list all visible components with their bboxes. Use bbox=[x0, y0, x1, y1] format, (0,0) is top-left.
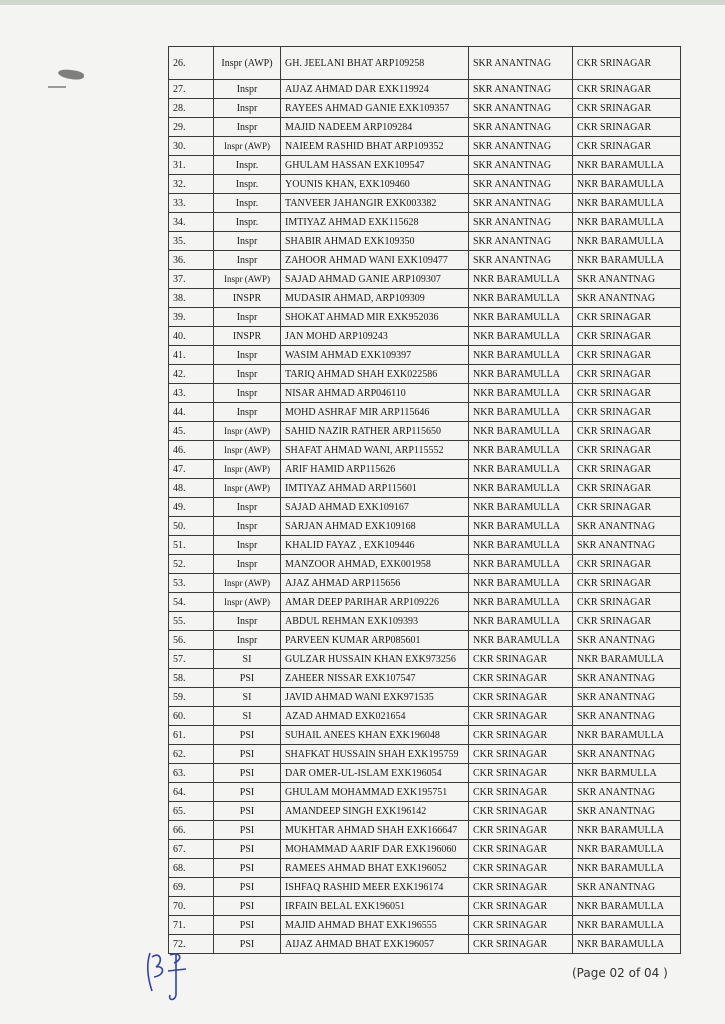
officer-name-cell: AIJAZ AHMAD DAR EXK119924 bbox=[281, 80, 469, 99]
to-range-cell: SKR ANANTNAG bbox=[573, 783, 681, 802]
to-range-cell: CKR SRINAGAR bbox=[573, 137, 681, 156]
from-range-cell: CKR SRINAGAR bbox=[469, 650, 573, 669]
table-row bbox=[169, 498, 681, 517]
table-row bbox=[169, 650, 681, 669]
officer-name-cell: SHABIR AHMAD EXK109350 bbox=[281, 232, 469, 251]
officer-name-cell: SHOKAT AHMAD MIR EXK952036 bbox=[281, 308, 469, 327]
serial-number-cell: 33. bbox=[169, 194, 214, 213]
serial-number-cell: 36. bbox=[169, 251, 214, 270]
officer-name-cell: AJAZ AHMAD ARP115656 bbox=[281, 574, 469, 593]
from-range-cell: SKR ANANTNAG bbox=[469, 251, 573, 270]
from-range-cell: CKR SRINAGAR bbox=[469, 726, 573, 745]
table-row bbox=[169, 783, 681, 802]
officer-name-cell: MAJID NADEEM ARP109284 bbox=[281, 118, 469, 137]
officer-name-cell: MOHD ASHRAF MIR ARP115646 bbox=[281, 403, 469, 422]
table-row bbox=[169, 251, 681, 270]
serial-number-cell: 62. bbox=[169, 745, 214, 764]
table-row bbox=[169, 479, 681, 498]
rank-cell: Inspr bbox=[214, 384, 281, 403]
from-range-cell: NKR BARAMULLA bbox=[469, 498, 573, 517]
to-range-cell: CKR SRINAGAR bbox=[573, 422, 681, 441]
rank-cell: Inspr (AWP) bbox=[214, 422, 281, 441]
to-range-cell: SKR ANANTNAG bbox=[573, 517, 681, 536]
officer-name-cell: RAMEES AHMAD BHAT EXK196052 bbox=[281, 859, 469, 878]
officer-name-cell: SHAFAT AHMAD WANI, ARP115552 bbox=[281, 441, 469, 460]
serial-number-cell: 71. bbox=[169, 916, 214, 935]
rank-cell: SI bbox=[214, 688, 281, 707]
rank-cell: Inspr bbox=[214, 118, 281, 137]
officer-name-cell: MUDASIR AHMAD, ARP109309 bbox=[281, 289, 469, 308]
rank-cell: Inspr bbox=[214, 365, 281, 384]
from-range-cell: NKR BARAMULLA bbox=[469, 479, 573, 498]
table-row bbox=[169, 194, 681, 213]
rank-cell: Inspr bbox=[214, 99, 281, 118]
table-row bbox=[169, 80, 681, 99]
from-range-cell: CKR SRINAGAR bbox=[469, 859, 573, 878]
officer-name-cell: GHULAM HASSAN EXK109547 bbox=[281, 156, 469, 175]
signature-icon bbox=[140, 945, 200, 1005]
rank-cell: Inspr bbox=[214, 80, 281, 99]
serial-number-cell: 64. bbox=[169, 783, 214, 802]
to-range-cell: CKR SRINAGAR bbox=[573, 80, 681, 99]
serial-number-cell: 70. bbox=[169, 897, 214, 916]
to-range-cell: NKR BARAMULLA bbox=[573, 840, 681, 859]
serial-number-cell: 35. bbox=[169, 232, 214, 251]
to-range-cell: CKR SRINAGAR bbox=[573, 403, 681, 422]
to-range-cell: CKR SRINAGAR bbox=[573, 365, 681, 384]
officer-name-cell: SAJAD AHMAD GANIE ARP109307 bbox=[281, 270, 469, 289]
to-range-cell: CKR SRINAGAR bbox=[573, 498, 681, 517]
from-range-cell: SKR ANANTNAG bbox=[469, 213, 573, 232]
from-range-cell: NKR BARAMULLA bbox=[469, 270, 573, 289]
serial-number-cell: 60. bbox=[169, 707, 214, 726]
officer-name-cell: KHALID FAYAZ , EXK109446 bbox=[281, 536, 469, 555]
rank-cell: Inspr (AWP) bbox=[214, 137, 281, 156]
serial-number-cell: 54. bbox=[169, 593, 214, 612]
from-range-cell: CKR SRINAGAR bbox=[469, 897, 573, 916]
table-row bbox=[169, 460, 681, 479]
to-range-cell: NKR BARAMULLA bbox=[573, 916, 681, 935]
from-range-cell: NKR BARAMULLA bbox=[469, 574, 573, 593]
serial-number-cell: 57. bbox=[169, 650, 214, 669]
to-range-cell: CKR SRINAGAR bbox=[573, 384, 681, 403]
rank-cell: Inspr bbox=[214, 308, 281, 327]
from-range-cell: NKR BARAMULLA bbox=[469, 631, 573, 650]
to-range-cell: CKR SRINAGAR bbox=[573, 593, 681, 612]
officer-name-cell: AIJAZ AHMAD BHAT EXK196057 bbox=[281, 935, 469, 954]
rank-cell: PSI bbox=[214, 935, 281, 954]
table-row bbox=[169, 327, 681, 346]
page-number: (Page 02 of 04 ) bbox=[572, 966, 668, 980]
serial-number-cell: 48. bbox=[169, 479, 214, 498]
serial-number-cell: 45. bbox=[169, 422, 214, 441]
rank-cell: Inspr. bbox=[214, 213, 281, 232]
to-range-cell: NKR BARAMULLA bbox=[573, 821, 681, 840]
rank-cell: SI bbox=[214, 650, 281, 669]
to-range-cell: CKR SRINAGAR bbox=[573, 612, 681, 631]
officer-name-cell: MANZOOR AHMAD, EXK001958 bbox=[281, 555, 469, 574]
officer-name-cell: ABDUL REHMAN EXK109393 bbox=[281, 612, 469, 631]
serial-number-cell: 61. bbox=[169, 726, 214, 745]
table-row bbox=[169, 346, 681, 365]
scan-top-strip bbox=[0, 0, 725, 5]
serial-number-cell: 37. bbox=[169, 270, 214, 289]
from-range-cell: NKR BARAMULLA bbox=[469, 346, 573, 365]
table-row bbox=[169, 688, 681, 707]
to-range-cell: NKR BARAMULLA bbox=[573, 935, 681, 954]
to-range-cell: SKR ANANTNAG bbox=[573, 289, 681, 308]
rank-cell: PSI bbox=[214, 878, 281, 897]
serial-number-cell: 46. bbox=[169, 441, 214, 460]
from-range-cell: CKR SRINAGAR bbox=[469, 764, 573, 783]
serial-number-cell: 29. bbox=[169, 118, 214, 137]
officer-name-cell: WASIM AHMAD EXK109397 bbox=[281, 346, 469, 365]
table-row bbox=[169, 802, 681, 821]
to-range-cell: SKR ANANTNAG bbox=[573, 878, 681, 897]
rank-cell: Inspr. bbox=[214, 194, 281, 213]
from-range-cell: NKR BARAMULLA bbox=[469, 536, 573, 555]
to-range-cell: NKR BARAMULLA bbox=[573, 251, 681, 270]
from-range-cell: CKR SRINAGAR bbox=[469, 840, 573, 859]
rank-cell: PSI bbox=[214, 764, 281, 783]
table-row bbox=[169, 422, 681, 441]
rank-cell: PSI bbox=[214, 821, 281, 840]
from-range-cell: NKR BARAMULLA bbox=[469, 403, 573, 422]
rank-cell: INSPR bbox=[214, 327, 281, 346]
rank-cell: Inspr bbox=[214, 232, 281, 251]
from-range-cell: NKR BARAMULLA bbox=[469, 517, 573, 536]
officer-name-cell: SHAFKAT HUSSAIN SHAH EXK195759 bbox=[281, 745, 469, 764]
serial-number-cell: 43. bbox=[169, 384, 214, 403]
serial-number-cell: 40. bbox=[169, 327, 214, 346]
serial-number-cell: 38. bbox=[169, 289, 214, 308]
to-range-cell: CKR SRINAGAR bbox=[573, 346, 681, 365]
serial-number-cell: 44. bbox=[169, 403, 214, 422]
table-row bbox=[169, 441, 681, 460]
rank-cell: PSI bbox=[214, 859, 281, 878]
to-range-cell: NKR BARAMULLA bbox=[573, 213, 681, 232]
rank-cell: INSPR bbox=[214, 289, 281, 308]
to-range-cell: NKR BARAMULLA bbox=[573, 650, 681, 669]
to-range-cell: CKR SRINAGAR bbox=[573, 99, 681, 118]
table-row bbox=[169, 745, 681, 764]
serial-number-cell: 72. bbox=[169, 935, 214, 954]
rank-cell: Inspr (AWP) bbox=[214, 47, 281, 80]
officer-name-cell: DAR OMER-UL-ISLAM EXK196054 bbox=[281, 764, 469, 783]
table-row bbox=[169, 897, 681, 916]
to-range-cell: NKR BARAMULLA bbox=[573, 726, 681, 745]
serial-number-cell: 68. bbox=[169, 859, 214, 878]
to-range-cell: SKR ANANTNAG bbox=[573, 707, 681, 726]
to-range-cell: CKR SRINAGAR bbox=[573, 327, 681, 346]
serial-number-cell: 59. bbox=[169, 688, 214, 707]
officer-name-cell: GHULAM MOHAMMAD EXK195751 bbox=[281, 783, 469, 802]
to-range-cell: NKR BARAMULLA bbox=[573, 175, 681, 194]
transfer-table bbox=[168, 46, 681, 954]
from-range-cell: NKR BARAMULLA bbox=[469, 422, 573, 441]
from-range-cell: CKR SRINAGAR bbox=[469, 783, 573, 802]
serial-number-cell: 27. bbox=[169, 80, 214, 99]
serial-number-cell: 34. bbox=[169, 213, 214, 232]
to-range-cell: NKR BARMULLA bbox=[573, 764, 681, 783]
serial-number-cell: 31. bbox=[169, 156, 214, 175]
to-range-cell: CKR SRINAGAR bbox=[573, 574, 681, 593]
to-range-cell: SKR ANANTNAG bbox=[573, 669, 681, 688]
from-range-cell: NKR BARAMULLA bbox=[469, 555, 573, 574]
to-range-cell: SKR ANANTNAG bbox=[573, 631, 681, 650]
to-range-cell: SKR ANANTNAG bbox=[573, 802, 681, 821]
to-range-cell: NKR BARAMULLA bbox=[573, 156, 681, 175]
serial-number-cell: 41. bbox=[169, 346, 214, 365]
rank-cell: Inspr (AWP) bbox=[214, 441, 281, 460]
officer-name-cell: SUHAIL ANEES KHAN EXK196048 bbox=[281, 726, 469, 745]
from-range-cell: NKR BARAMULLA bbox=[469, 289, 573, 308]
table-row bbox=[169, 403, 681, 422]
serial-number-cell: 55. bbox=[169, 612, 214, 631]
rank-cell: PSI bbox=[214, 916, 281, 935]
serial-number-cell: 30. bbox=[169, 137, 214, 156]
officer-name-cell: IRFAIN BELAL EXK196051 bbox=[281, 897, 469, 916]
from-range-cell: SKR ANANTNAG bbox=[469, 80, 573, 99]
from-range-cell: SKR ANANTNAG bbox=[469, 194, 573, 213]
officer-name-cell: TANVEER JAHANGIR EXK003382 bbox=[281, 194, 469, 213]
table-row bbox=[169, 213, 681, 232]
from-range-cell: SKR ANANTNAG bbox=[469, 47, 573, 80]
table-row bbox=[169, 99, 681, 118]
to-range-cell: NKR BARAMULLA bbox=[573, 859, 681, 878]
officer-name-cell: MOHAMMAD AARIF DAR EXK196060 bbox=[281, 840, 469, 859]
table-row bbox=[169, 707, 681, 726]
rank-cell: SI bbox=[214, 707, 281, 726]
rank-cell: Inspr. bbox=[214, 175, 281, 194]
from-range-cell: NKR BARAMULLA bbox=[469, 327, 573, 346]
from-range-cell: NKR BARAMULLA bbox=[469, 365, 573, 384]
serial-number-cell: 42. bbox=[169, 365, 214, 384]
rank-cell: Inspr (AWP) bbox=[214, 479, 281, 498]
serial-number-cell: 52. bbox=[169, 555, 214, 574]
to-range-cell: NKR BARAMULLA bbox=[573, 194, 681, 213]
ink-smudge-line bbox=[48, 86, 66, 88]
from-range-cell: SKR ANANTNAG bbox=[469, 232, 573, 251]
table-row bbox=[169, 289, 681, 308]
officer-name-cell: ZAHEER NISSAR EXK107547 bbox=[281, 669, 469, 688]
serial-number-cell: 66. bbox=[169, 821, 214, 840]
from-range-cell: CKR SRINAGAR bbox=[469, 707, 573, 726]
serial-number-cell: 69. bbox=[169, 878, 214, 897]
from-range-cell: CKR SRINAGAR bbox=[469, 669, 573, 688]
rank-cell: PSI bbox=[214, 897, 281, 916]
table-row bbox=[169, 118, 681, 137]
officer-name-cell: SAJAD AHMAD EXK109167 bbox=[281, 498, 469, 517]
rank-cell: PSI bbox=[214, 726, 281, 745]
table-row bbox=[169, 574, 681, 593]
table-row bbox=[169, 555, 681, 574]
officer-name-cell: PARVEEN KUMAR ARP085601 bbox=[281, 631, 469, 650]
table-row bbox=[169, 156, 681, 175]
table-row bbox=[169, 232, 681, 251]
to-range-cell: NKR BARAMULLA bbox=[573, 897, 681, 916]
table-row bbox=[169, 840, 681, 859]
from-range-cell: SKR ANANTNAG bbox=[469, 118, 573, 137]
table-row bbox=[169, 726, 681, 745]
officer-name-cell: GH. JEELANI BHAT ARP109258 bbox=[281, 47, 469, 80]
ink-smudge bbox=[58, 68, 85, 81]
from-range-cell: CKR SRINAGAR bbox=[469, 802, 573, 821]
rank-cell: Inspr bbox=[214, 498, 281, 517]
to-range-cell: CKR SRINAGAR bbox=[573, 308, 681, 327]
officer-name-cell: JAVID AHMAD WANI EXK971535 bbox=[281, 688, 469, 707]
rank-cell: Inspr bbox=[214, 346, 281, 365]
serial-number-cell: 51. bbox=[169, 536, 214, 555]
officer-name-cell: AMANDEEP SINGH EXK196142 bbox=[281, 802, 469, 821]
to-range-cell: SKR ANANTNAG bbox=[573, 536, 681, 555]
officer-name-cell: MAJID AHMAD BHAT EXK196555 bbox=[281, 916, 469, 935]
rank-cell: PSI bbox=[214, 745, 281, 764]
table-row bbox=[169, 384, 681, 403]
rank-cell: Inspr bbox=[214, 612, 281, 631]
table-row bbox=[169, 935, 681, 954]
serial-number-cell: 32. bbox=[169, 175, 214, 194]
officer-name-cell: SARJAN AHMAD EXK109168 bbox=[281, 517, 469, 536]
to-range-cell: CKR SRINAGAR bbox=[573, 479, 681, 498]
officer-name-cell: IMTIYAZ AHMAD EXK115628 bbox=[281, 213, 469, 232]
to-range-cell: CKR SRINAGAR bbox=[573, 441, 681, 460]
officer-name-cell: ISHFAQ RASHID MEER EXK196174 bbox=[281, 878, 469, 897]
to-range-cell: SKR ANANTNAG bbox=[573, 745, 681, 764]
to-range-cell: CKR SRINAGAR bbox=[573, 555, 681, 574]
from-range-cell: SKR ANANTNAG bbox=[469, 99, 573, 118]
officer-name-cell: AZAD AHMAD EXK021654 bbox=[281, 707, 469, 726]
table-row bbox=[169, 593, 681, 612]
from-range-cell: CKR SRINAGAR bbox=[469, 916, 573, 935]
officer-name-cell: TARIQ AHMAD SHAH EXK022586 bbox=[281, 365, 469, 384]
from-range-cell: CKR SRINAGAR bbox=[469, 745, 573, 764]
rank-cell: Inspr (AWP) bbox=[214, 593, 281, 612]
rank-cell: Inspr bbox=[214, 517, 281, 536]
from-range-cell: NKR BARAMULLA bbox=[469, 441, 573, 460]
to-range-cell: CKR SRINAGAR bbox=[573, 460, 681, 479]
from-range-cell: NKR BARAMULLA bbox=[469, 612, 573, 631]
rank-cell: Inspr (AWP) bbox=[214, 270, 281, 289]
from-range-cell: NKR BARAMULLA bbox=[469, 308, 573, 327]
rank-cell: Inspr bbox=[214, 251, 281, 270]
serial-number-cell: 63. bbox=[169, 764, 214, 783]
to-range-cell: SKR ANANTNAG bbox=[573, 270, 681, 289]
serial-number-cell: 53. bbox=[169, 574, 214, 593]
table-row bbox=[169, 916, 681, 935]
officer-name-cell: RAYEES AHMAD GANIE EXK109357 bbox=[281, 99, 469, 118]
to-range-cell: CKR SRINAGAR bbox=[573, 47, 681, 80]
from-range-cell: CKR SRINAGAR bbox=[469, 935, 573, 954]
from-range-cell: CKR SRINAGAR bbox=[469, 688, 573, 707]
rank-cell: PSI bbox=[214, 669, 281, 688]
serial-number-cell: 50. bbox=[169, 517, 214, 536]
serial-number-cell: 67. bbox=[169, 840, 214, 859]
from-range-cell: SKR ANANTNAG bbox=[469, 175, 573, 194]
from-range-cell: CKR SRINAGAR bbox=[469, 878, 573, 897]
rank-cell: PSI bbox=[214, 783, 281, 802]
transfer-table-body bbox=[169, 47, 681, 954]
officer-name-cell: SAHID NAZIR RATHER ARP115650 bbox=[281, 422, 469, 441]
officer-name-cell: GULZAR HUSSAIN KHAN EXK973256 bbox=[281, 650, 469, 669]
from-range-cell: SKR ANANTNAG bbox=[469, 156, 573, 175]
rank-cell: Inspr bbox=[214, 555, 281, 574]
rank-cell: Inspr bbox=[214, 403, 281, 422]
rank-cell: PSI bbox=[214, 840, 281, 859]
table-row bbox=[169, 175, 681, 194]
officer-name-cell: ARIF HAMID ARP115626 bbox=[281, 460, 469, 479]
table-row bbox=[169, 669, 681, 688]
serial-number-cell: 56. bbox=[169, 631, 214, 650]
officer-name-cell: IMTIYAZ AHMAD ARP115601 bbox=[281, 479, 469, 498]
from-range-cell: NKR BARAMULLA bbox=[469, 460, 573, 479]
table-row bbox=[169, 631, 681, 650]
rank-cell: PSI bbox=[214, 802, 281, 821]
rank-cell: Inspr. bbox=[214, 156, 281, 175]
serial-number-cell: 65. bbox=[169, 802, 214, 821]
officer-name-cell: YOUNIS KHAN, EXK109460 bbox=[281, 175, 469, 194]
table-row bbox=[169, 612, 681, 631]
officer-name-cell: JAN MOHD ARP109243 bbox=[281, 327, 469, 346]
table-row bbox=[169, 137, 681, 156]
from-range-cell: CKR SRINAGAR bbox=[469, 821, 573, 840]
to-range-cell: CKR SRINAGAR bbox=[573, 118, 681, 137]
rank-cell: Inspr bbox=[214, 536, 281, 555]
from-range-cell: SKR ANANTNAG bbox=[469, 137, 573, 156]
table-row bbox=[169, 764, 681, 783]
serial-number-cell: 49. bbox=[169, 498, 214, 517]
to-range-cell: SKR ANANTNAG bbox=[573, 688, 681, 707]
officer-name-cell: ZAHOOR AHMAD WANI EXK109477 bbox=[281, 251, 469, 270]
table-row bbox=[169, 821, 681, 840]
table-row bbox=[169, 878, 681, 897]
table-row bbox=[169, 47, 681, 80]
rank-cell: Inspr (AWP) bbox=[214, 460, 281, 479]
table-row bbox=[169, 308, 681, 327]
rank-cell: Inspr (AWP) bbox=[214, 574, 281, 593]
officer-name-cell: NAIEEM RASHID BHAT ARP109352 bbox=[281, 137, 469, 156]
serial-number-cell: 47. bbox=[169, 460, 214, 479]
officer-name-cell: NISAR AHMAD ARP046110 bbox=[281, 384, 469, 403]
table-row bbox=[169, 859, 681, 878]
table-row bbox=[169, 270, 681, 289]
serial-number-cell: 28. bbox=[169, 99, 214, 118]
table-row bbox=[169, 536, 681, 555]
from-range-cell: NKR BARAMULLA bbox=[469, 384, 573, 403]
serial-number-cell: 58. bbox=[169, 669, 214, 688]
serial-number-cell: 26. bbox=[169, 47, 214, 80]
to-range-cell: NKR BARAMULLA bbox=[573, 232, 681, 251]
from-range-cell: NKR BARAMULLA bbox=[469, 593, 573, 612]
officer-name-cell: AMAR DEEP PARIHAR ARP109226 bbox=[281, 593, 469, 612]
table-row bbox=[169, 365, 681, 384]
officer-name-cell: MUKHTAR AHMAD SHAH EXK166647 bbox=[281, 821, 469, 840]
serial-number-cell: 39. bbox=[169, 308, 214, 327]
rank-cell: Inspr bbox=[214, 631, 281, 650]
table-row bbox=[169, 517, 681, 536]
